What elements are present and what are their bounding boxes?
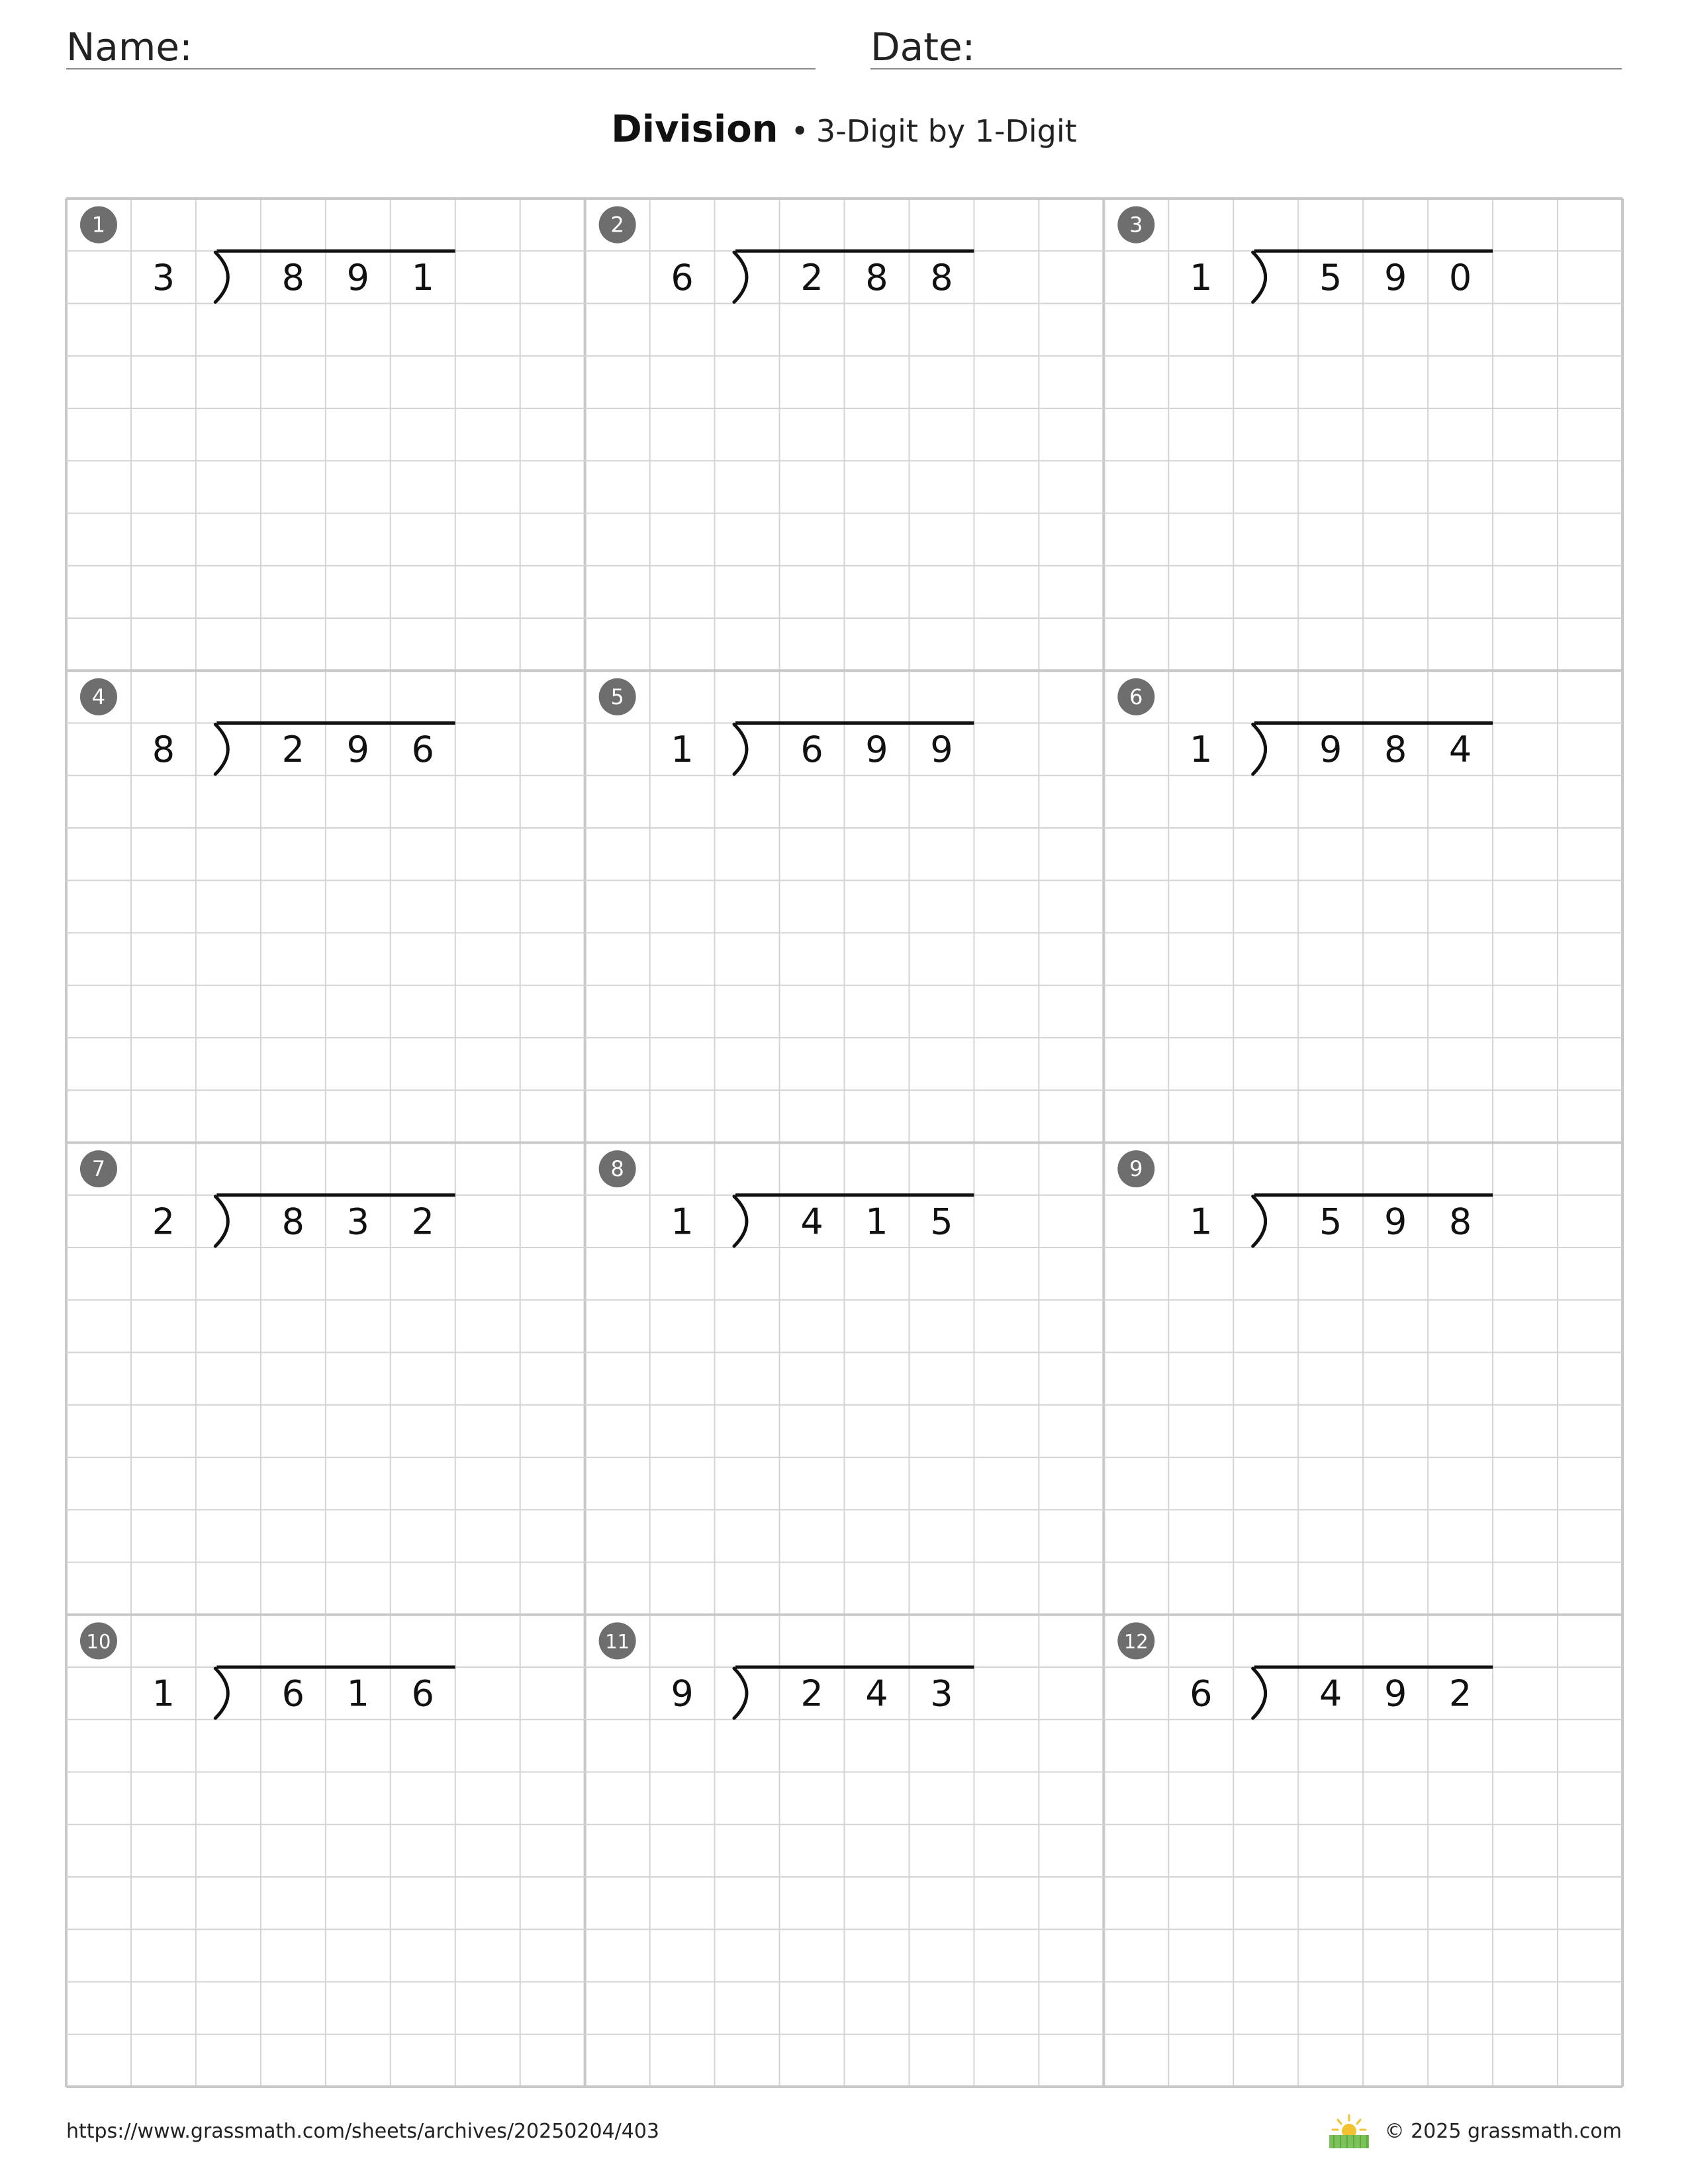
division-bracket bbox=[215, 1668, 228, 1718]
dividend-digit: 8 bbox=[281, 1201, 305, 1243]
footer-copyright: © 2025 grassmath.com bbox=[1384, 2120, 1622, 2143]
divisor: 1 bbox=[1190, 256, 1213, 298]
dividend-digit: 4 bbox=[800, 1201, 823, 1243]
dividend-digit: 6 bbox=[411, 1672, 434, 1715]
dividend-digit: 6 bbox=[411, 729, 434, 771]
dividend-digit: 9 bbox=[930, 729, 953, 771]
divisor: 8 bbox=[152, 729, 175, 771]
divisor: 1 bbox=[671, 1201, 694, 1243]
dividend-digit: 8 bbox=[1448, 1201, 1472, 1243]
divisor: 2 bbox=[152, 1201, 175, 1243]
dividend-digit: 5 bbox=[1319, 256, 1342, 298]
division-bracket bbox=[215, 252, 228, 302]
division-bracket bbox=[734, 1668, 747, 1718]
division-bracket bbox=[734, 252, 747, 302]
problem-number: 10 bbox=[86, 1630, 111, 1653]
division-bracket bbox=[1253, 1668, 1266, 1718]
divisor: 3 bbox=[152, 256, 175, 298]
division-bracket bbox=[734, 725, 747, 774]
division-bracket bbox=[1253, 725, 1266, 774]
problem-number: 5 bbox=[610, 684, 624, 709]
dividend-digit: 3 bbox=[930, 1672, 953, 1715]
dividend-digit: 8 bbox=[865, 256, 888, 298]
division-bracket bbox=[215, 725, 228, 774]
dividend-digit: 9 bbox=[1319, 729, 1342, 771]
divisor: 1 bbox=[1190, 729, 1213, 771]
dividend-digit: 9 bbox=[1383, 1201, 1407, 1243]
dividend-digit: 6 bbox=[281, 1672, 305, 1715]
division-bracket bbox=[734, 1197, 747, 1246]
dividend-digit: 1 bbox=[411, 256, 434, 298]
divisor: 9 bbox=[671, 1672, 694, 1715]
problem-number: 6 bbox=[1129, 684, 1143, 709]
dividend-digit: 5 bbox=[1319, 1201, 1342, 1243]
title-separator: • bbox=[790, 113, 809, 149]
dividend-digit: 1 bbox=[865, 1201, 888, 1243]
grass-icon bbox=[1329, 2135, 1369, 2148]
problem-number: 3 bbox=[1129, 212, 1143, 238]
dividend-digit: 9 bbox=[1383, 1672, 1407, 1715]
problem-number: 2 bbox=[610, 212, 624, 238]
dividend-digit: 8 bbox=[1383, 729, 1407, 771]
dividend-digit: 8 bbox=[930, 256, 953, 298]
dividend-digit: 4 bbox=[865, 1672, 888, 1715]
divisor: 6 bbox=[671, 256, 694, 298]
dividend-digit: 4 bbox=[1319, 1672, 1342, 1715]
divisor: 1 bbox=[671, 729, 694, 771]
dividend-digit: 9 bbox=[865, 729, 888, 771]
dividend-digit: 9 bbox=[1383, 256, 1407, 298]
dividend-digit: 6 bbox=[800, 729, 823, 771]
dividend-digit: 3 bbox=[346, 1201, 369, 1243]
problem-number: 7 bbox=[91, 1156, 106, 1182]
problem-number: 1 bbox=[91, 212, 106, 238]
dividend-digit: 8 bbox=[281, 256, 305, 298]
title-main: Division bbox=[611, 108, 778, 151]
divisor: 6 bbox=[1190, 1672, 1213, 1715]
dividend-digit: 9 bbox=[346, 256, 369, 298]
divisor: 1 bbox=[1190, 1201, 1213, 1243]
problem-number: 8 bbox=[610, 1156, 624, 1182]
division-bracket bbox=[1253, 252, 1266, 302]
problem-number: 4 bbox=[91, 684, 106, 709]
dividend-digit: 2 bbox=[800, 256, 823, 298]
problem-number: 12 bbox=[1123, 1630, 1149, 1653]
dividend-digit: 1 bbox=[346, 1672, 369, 1715]
dividend-digit: 0 bbox=[1448, 256, 1472, 298]
dividend-digit: 4 bbox=[1448, 729, 1472, 771]
name-label: Name: bbox=[66, 24, 193, 69]
problem-number: 11 bbox=[605, 1630, 630, 1653]
grass-sun-logo-icon bbox=[1326, 2111, 1372, 2151]
dividend-digit: 9 bbox=[346, 729, 369, 771]
dividend-digit: 2 bbox=[800, 1672, 823, 1715]
problem-number: 9 bbox=[1129, 1156, 1143, 1182]
dividend-digit: 2 bbox=[1448, 1672, 1472, 1715]
sun-icon bbox=[1333, 2115, 1366, 2138]
dividend-digit: 5 bbox=[930, 1201, 953, 1243]
date-label: Date: bbox=[870, 24, 976, 69]
dividend-digit: 2 bbox=[281, 729, 305, 771]
division-bracket bbox=[1253, 1197, 1266, 1246]
division-bracket bbox=[215, 1197, 228, 1246]
dividend-digit: 2 bbox=[411, 1201, 434, 1243]
title-subtitle: 3-Digit by 1-Digit bbox=[816, 113, 1077, 149]
divisor: 1 bbox=[152, 1672, 175, 1715]
footer-url: https://www.grassmath.com/sheets/archives/20250204/403 bbox=[66, 2120, 660, 2143]
